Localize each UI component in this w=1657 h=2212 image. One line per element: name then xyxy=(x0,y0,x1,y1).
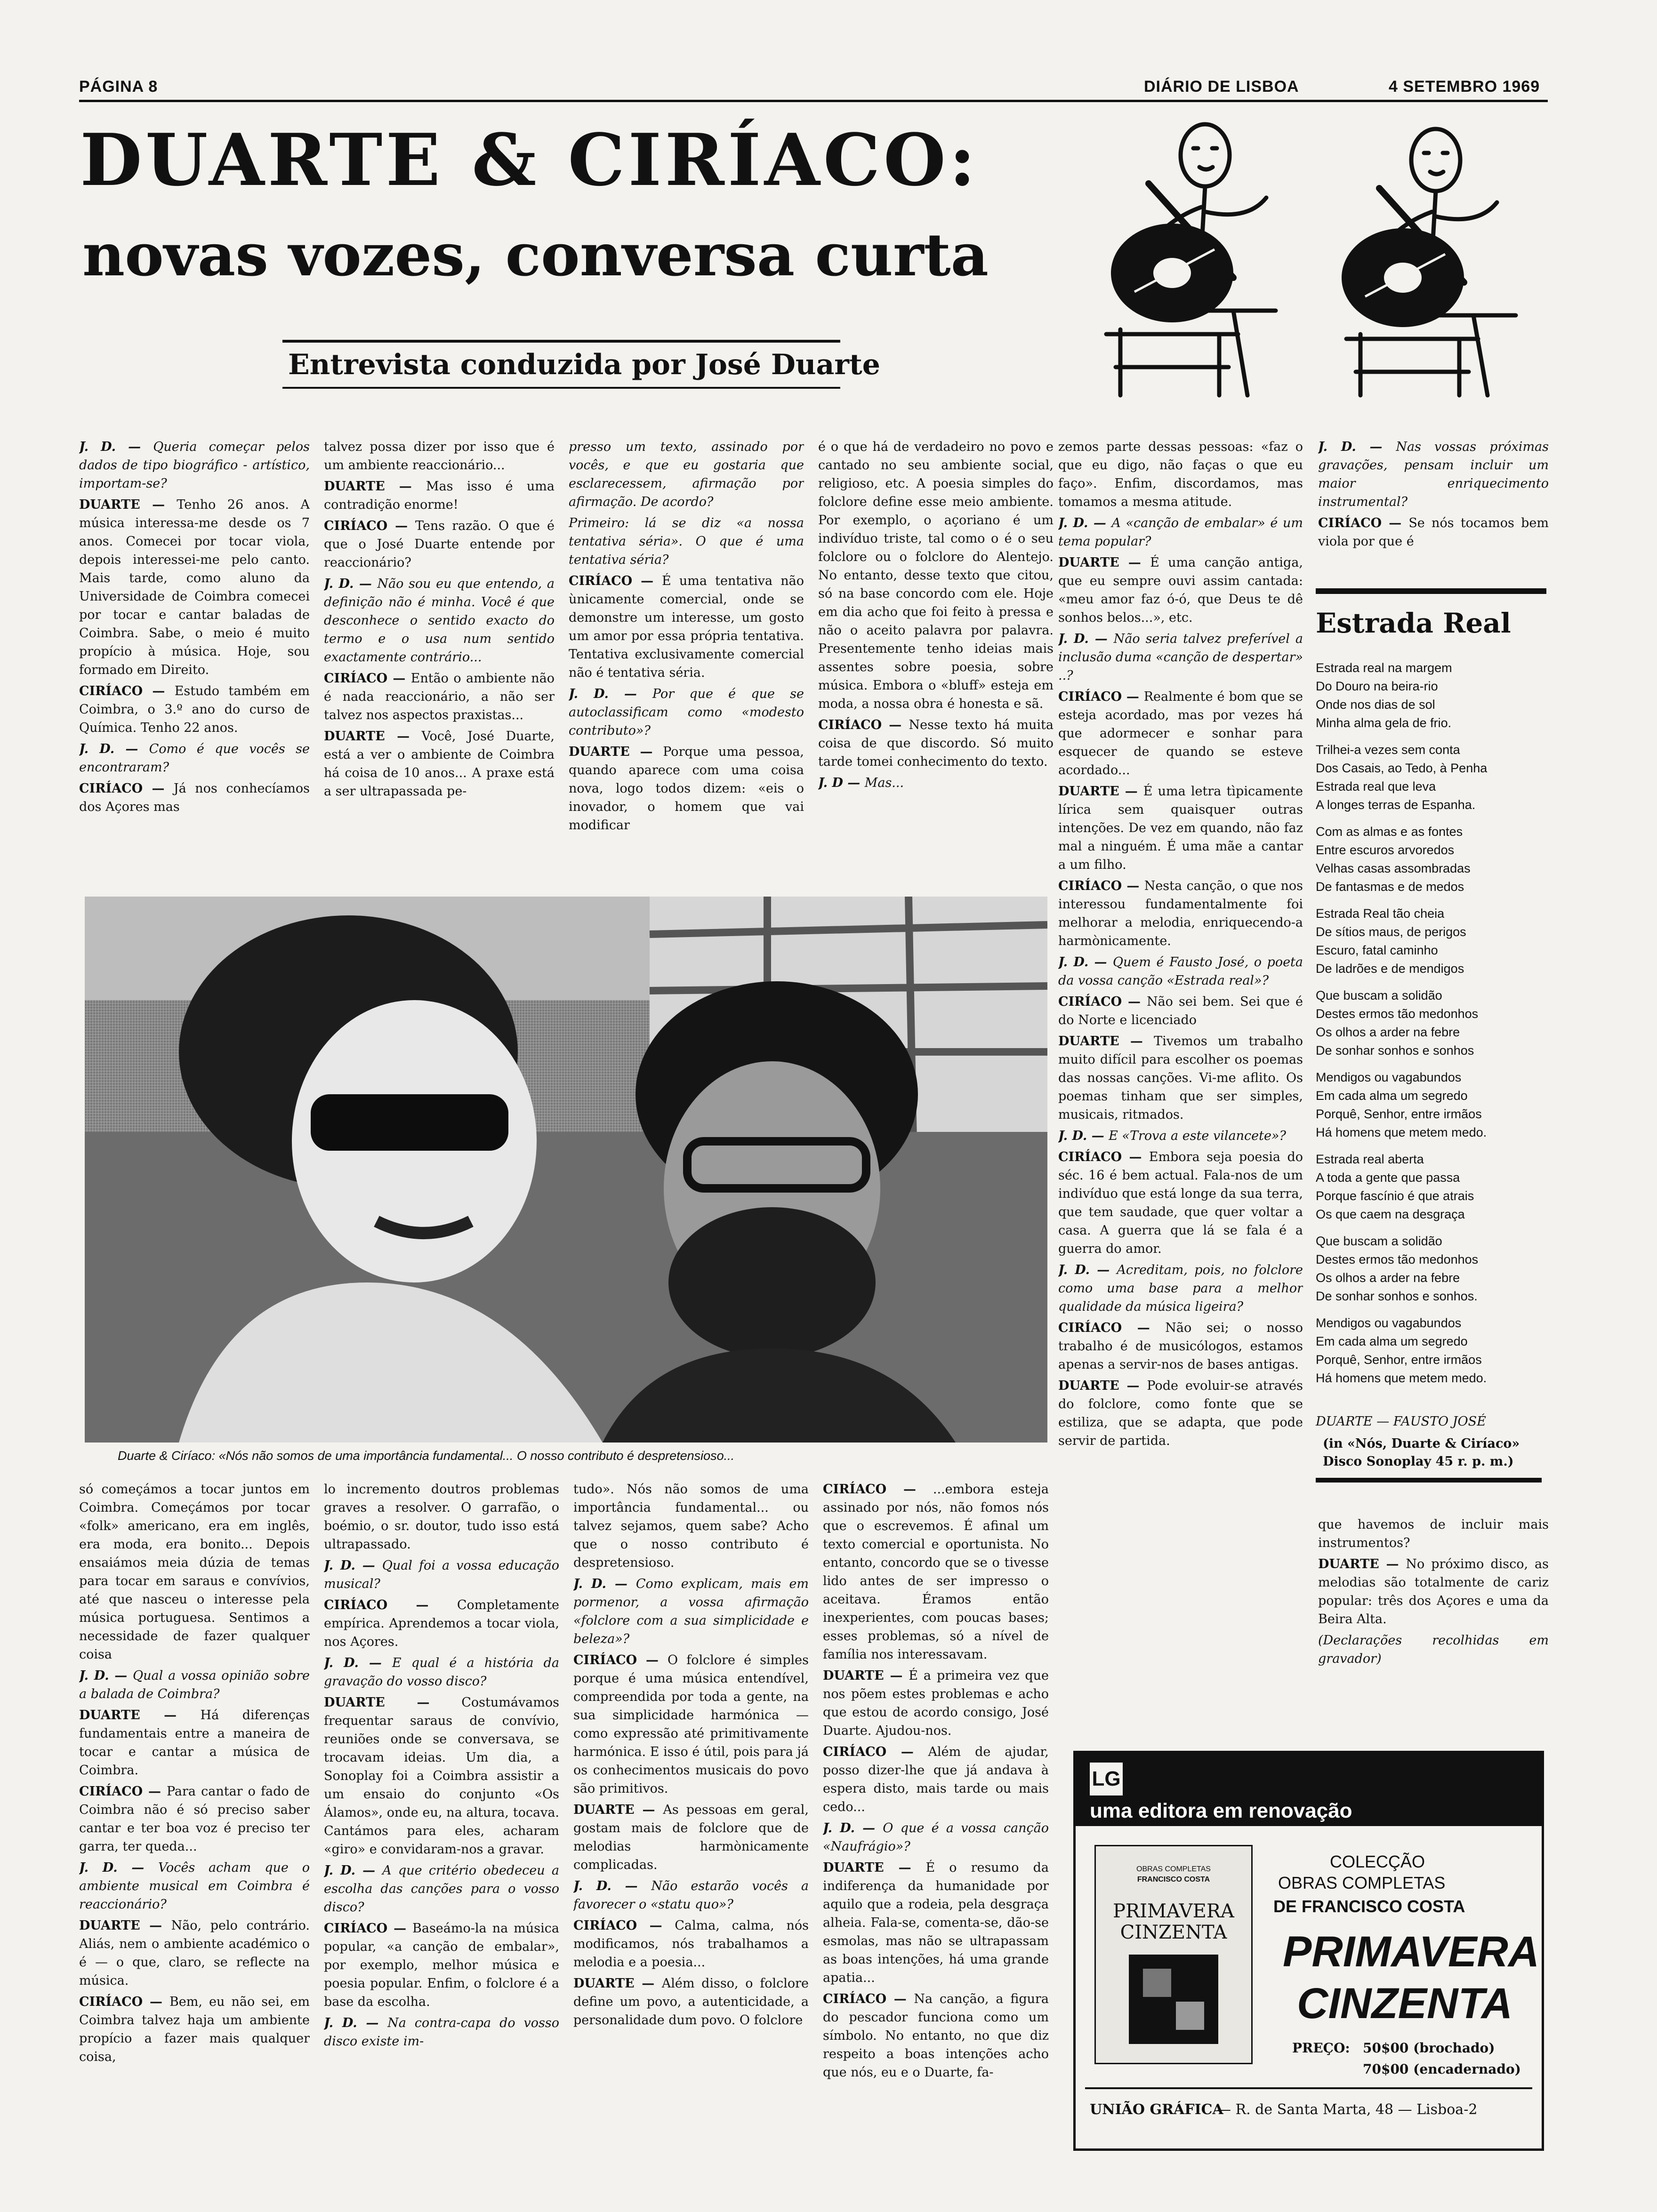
paragraph-text: Não sei bem. Sei que é do Norte e licenciado xyxy=(1058,994,1303,1027)
poem-line: Escuro, fatal caminho xyxy=(1316,943,1438,957)
poem-stanza xyxy=(1316,741,1551,814)
article-paragraph xyxy=(324,517,555,572)
article-paragraph xyxy=(79,1667,310,1703)
paragraph-text: Qual a vossa opinião sobre a balada de Coimbra? xyxy=(79,1668,310,1701)
article-paragraph xyxy=(573,1651,809,1798)
article-paragraph xyxy=(79,438,310,493)
paragraph-text: E «Trova a este vilancete»? xyxy=(1109,1129,1286,1143)
speaker-label: CIRÍACO — xyxy=(573,1918,675,1933)
article-paragraph xyxy=(79,1993,310,2066)
article-paragraph xyxy=(324,438,555,474)
poem-line: Em cada alma um segredo xyxy=(1316,1089,1468,1103)
ad-logo: LG xyxy=(1090,1763,1123,1795)
article-paragraph xyxy=(823,1480,1049,1664)
poem-line: Que buscam a solidão xyxy=(1316,1234,1442,1248)
headline-title: DUARTE & CIRÍACO: xyxy=(80,118,979,202)
paragraph-text: O que é a vossa canção «Naufrágio»? xyxy=(823,1821,1049,1854)
paragraph-text: Porque uma pessoa, quando aparece com uma coisa nova, logo todos dizem: «eis o inovador, o homem que vai modificar xyxy=(569,745,804,833)
article-paragraph xyxy=(573,1974,809,2029)
article-column-1 xyxy=(79,438,310,904)
poem-stanza xyxy=(1316,823,1551,896)
poem-stanza xyxy=(1316,1232,1551,1306)
article-paragraph xyxy=(324,727,555,801)
paragraph-text: (Declarações recolhidas em gravador) xyxy=(1318,1633,1549,1666)
poem-line: Estrada real na margem xyxy=(1316,661,1452,675)
speaker-label: J. D. — xyxy=(79,1860,158,1875)
paragraph-text: Pode evoluir-se através do folclore, como fonte que se estiliza, que se adapta, que pode servir de partida. xyxy=(1058,1378,1303,1448)
paragraph-text: A «canção de embalar» é um tema popular? xyxy=(1058,516,1303,549)
paragraph-text: Quem é Fausto José, o poeta da vossa canção «Estrada real»? xyxy=(1058,955,1303,988)
paragraph-text: Por que é que se autoclassificam como «modesto contributo»? xyxy=(569,687,804,738)
speaker-label: CIRÍACO — xyxy=(1058,1150,1149,1164)
article-paragraph xyxy=(79,779,310,816)
speaker-label: DUARTE — xyxy=(823,1668,909,1683)
poem-line: Que buscam a solidão xyxy=(1316,988,1442,1002)
article-paragraph xyxy=(1058,688,1303,779)
article-paragraph xyxy=(818,438,1054,713)
poem-stanza xyxy=(1316,1150,1551,1224)
poem-line: A longes terras de Espanha. xyxy=(1316,798,1476,812)
poem-credit: DUARTE — FAUSTO JOSÉ xyxy=(1316,1414,1486,1429)
poem-source-line-1: (in «Nós, Duarte & Ciríaco» xyxy=(1323,1436,1520,1451)
paragraph-text: É uma letra tìpicamente lírica sem quaisquer outras intenções. De vez em quando, não faz mal a ninguém. É uma mãe a cantar a um filho. xyxy=(1058,784,1303,872)
speaker-label: J. D. — xyxy=(1318,440,1396,454)
speaker-label: J. D. — xyxy=(1058,955,1113,970)
speaker-label: J. D. — xyxy=(823,1821,883,1835)
poem-line: Entre escuros arvoredos xyxy=(1316,843,1455,857)
poem-line: Trilhei-a vezes sem conta xyxy=(1316,743,1460,757)
book-cover-title-1: PRIMAVERA xyxy=(1113,1900,1234,1922)
issue-date: 4 SETEMBRO 1969 xyxy=(1389,78,1540,96)
speaker-label: J. D. — xyxy=(324,2016,388,2030)
paragraph-text: Para cantar o fado de Coimbra não é só preciso saber cantar e ter boa voz é preciso ter garra, ter queda... xyxy=(79,1784,310,1854)
poem-stanza xyxy=(1316,986,1551,1060)
speaker-label: CIRÍACO — xyxy=(1058,1321,1166,1335)
paragraph-text: Vocês acham que o ambiente musical em Coimbra é reaccionário? xyxy=(79,1860,310,1912)
speaker-label: J. D. — xyxy=(324,577,378,591)
article-paragraph xyxy=(1058,553,1303,627)
article-column-5 xyxy=(1058,438,1303,1675)
left-man-sunglasses xyxy=(311,1094,508,1151)
article-paragraph xyxy=(1058,782,1303,874)
speaker-label: CIRÍACO — xyxy=(823,1482,933,1497)
paragraph-text: Então o ambiente não é nada reaccionário, a não ser talvez nos aspectos praxistas... xyxy=(324,671,555,722)
paragraph-text: Já nos conhecíamos dos Açores mas xyxy=(79,781,310,814)
speaker-label: CIRÍACO — xyxy=(324,1921,412,1936)
paragraph-text: Primeiro: lá se diz «a nossa tentativa séria». O que é uma tentativa séria? xyxy=(569,516,804,567)
paragraph-text: O folclore é simples porque é uma música entendível, compreendida por toda a gente, na sua simplicidade harmónica — como expressão até primitivamente harmónica. E isso é útil, pois para já os conhecimentos musicais do povo são primitivos. xyxy=(573,1653,809,1796)
poem-line: Porquê, Senhor, entre irmãos xyxy=(1316,1353,1482,1367)
poem-line: Porquê, Senhor, entre irmãos xyxy=(1316,1107,1482,1121)
speaker-label: DUARTE — xyxy=(1058,1034,1154,1049)
article-paragraph xyxy=(569,438,804,511)
speaker-label: J. D. — xyxy=(1058,1263,1117,1277)
article-paragraph xyxy=(79,1782,310,1856)
ad-price-2: 70$00 (encadernado) xyxy=(1363,2061,1521,2077)
speaker-label: DUARTE — xyxy=(1058,555,1150,570)
article-paragraph xyxy=(79,1706,310,1779)
book-cover-top: OBRAS COMPLETAS xyxy=(1136,1865,1211,1873)
poem-line: Porque fascínio é que atrais xyxy=(1316,1189,1474,1203)
article-paragraph xyxy=(1318,1555,1549,1628)
article-paragraph xyxy=(1058,514,1303,551)
article-paragraph xyxy=(79,1859,310,1914)
paragraph-text: Além de ajudar, posso dizer-lhe que já andava à espera disto, mais tarde ou mais cedo... xyxy=(823,1745,1049,1814)
book-cover-title-2: CINZENTA xyxy=(1120,1922,1227,1943)
article-paragraph xyxy=(823,1743,1049,1816)
paragraph-text: Acreditam, pois, no folclore como uma base para a melhor qualidade da música ligeira? xyxy=(1058,1263,1303,1314)
paragraph-text: zemos parte dessas pessoas: «faz o que eu digo, não faças o que eu faço». Enfim, discordamos, mas tomamos a mesma atitude. xyxy=(1058,440,1303,509)
speaker-label: CIRÍACO — xyxy=(324,671,411,686)
poem-line: A toda a gente que passa xyxy=(1316,1170,1460,1185)
poem-line: De sítios maus, de perigos xyxy=(1316,925,1466,939)
paragraph-text: As pessoas em geral, gostam mais de folclore que de melodias harmònicamente complicadas. xyxy=(573,1803,809,1872)
paragraph-text: ...embora esteja assinado por nós, não fomos nós que o escrevemos. É afinal um texto comercial e oportunista. No entanto, concordo que se o tivesse lido antes de ser impresso o aceitava. Éramos então inexperientes, com poucas bases; esses problemas, só a nível de família nos interessavam. xyxy=(823,1482,1049,1662)
poem-stanza xyxy=(1316,905,1551,978)
poem-line: Estrada Real tão cheia xyxy=(1316,906,1445,921)
poem-line: Os olhos a arder na febre xyxy=(1316,1025,1460,1039)
speaker-label: J. D. — xyxy=(569,687,652,701)
paragraph-text: Mas isso é uma contradição enorme! xyxy=(324,479,555,512)
article-paragraph xyxy=(1318,438,1549,511)
speaker-label: DUARTE — xyxy=(324,729,422,744)
article-paragraph xyxy=(79,682,310,737)
paragraph-text: só começámos a tocar juntos em Coimbra. Começámos por tocar «folk» americano, era em inglês, era moda, era bonito... Depois ensaiámos meia dúzia de temas para tocar em saraus e convívios, até que nasceu o interesse pela música portuguesa. Sentimos a necessidade de fazer qualquer coisa xyxy=(79,1482,310,1662)
speaker-label: J. D. — xyxy=(573,1577,636,1591)
book-cover-art xyxy=(1129,1955,1218,2044)
paragraph-text: Não, pelo contrário. Aliás, nem o ambiente académico o é — o que, claro, se reflecte na música. xyxy=(79,1918,310,1988)
speaker-label: DUARTE — xyxy=(79,1918,171,1933)
poem-stanza xyxy=(1316,1314,1551,1387)
speaker-label: DUARTE — xyxy=(324,479,426,494)
speaker-label: DUARTE — xyxy=(1318,1557,1406,1571)
page-number: PÁGINA 8 xyxy=(79,78,158,96)
poem-line: De sonhar sonhos e sonhos. xyxy=(1316,1289,1478,1303)
speaker-label: J. D — xyxy=(818,776,865,790)
article-column-4 xyxy=(818,438,1054,904)
article-paragraph xyxy=(573,1801,809,1874)
paragraph-text: É uma canção antiga, que eu sempre ouvi assim cantada: «meu amor faz ó-ó, que Deus te dê sonhos belos...», etc. xyxy=(1058,555,1303,625)
article-column-6 xyxy=(1318,438,1549,579)
ad-title-1: PRIMAVERA xyxy=(1283,1928,1540,1976)
poem-line: Há homens que metem medo. xyxy=(1316,1125,1487,1139)
right-man-beard xyxy=(668,1207,876,1358)
paragraph-text: é o que há de verdadeiro no povo e cantado no seu ambiente social, religioso, etc. A poesia simples do folclore define esse meio ambiente. Por exemplo, o açoriano é um indivíduo triste, tal como o é o seu folclore ou o folclore do Alentejo. No entanto, desse texto que citou, só na base concordo com ele. Hoje em dia acho que foi feito à pressa e não o aceito palavra por palavra. Presentemente tenho ideias mais assentes sobre poesia, sobre música. Embora o «bluff» esteja em moda, a nossa obra é honesta e sã. xyxy=(818,440,1054,711)
paragraph-text: Como explicam, mais em pormenor, a vossa afirmação «folclore com a sua simplicidade e beleza»? xyxy=(573,1577,809,1646)
ad-footer-rule xyxy=(1085,2087,1532,2089)
poem-line: Mendigos ou vagabundos xyxy=(1316,1070,1462,1084)
article-paragraph xyxy=(324,1596,559,1651)
paragraph-text: Calma, calma, nós modificamos, nós trabalhamos a melodia e a poesia... xyxy=(573,1918,809,1970)
article-paragraph xyxy=(1058,877,1303,950)
speaker-label: CIRÍACO — xyxy=(324,1598,457,1612)
ad-collection-3: DE FRANCISCO COSTA xyxy=(1273,1897,1465,1916)
article-paragraph xyxy=(1318,1631,1549,1668)
poem-line: De fantasmas e de medos xyxy=(1316,880,1464,894)
speaker-label: DUARTE — xyxy=(573,1803,663,1817)
poem-source-line-2: Disco Sonoplay 45 r. p. m.) xyxy=(1323,1454,1514,1469)
byline: Entrevista conduzida por José Duarte xyxy=(288,348,880,381)
article-paragraph xyxy=(1058,1261,1303,1316)
paragraph-text: Nesta canção, o que nos interessou fundamentalmente foi melhorar a melodia, enriquecendo-a harmònicamente. xyxy=(1058,879,1303,948)
speaker-label: DUARTE — xyxy=(823,1860,926,1875)
article-paragraph xyxy=(823,1819,1049,1856)
article-paragraph xyxy=(1058,1377,1303,1450)
article-paragraph xyxy=(823,1667,1049,1740)
book-cover-author: FRANCISCO COSTA xyxy=(1137,1875,1210,1883)
speaker-label: J. D. — xyxy=(324,1656,392,1670)
speaker-label: CIRÍACO — xyxy=(823,1992,914,2006)
speaker-label: DUARTE — xyxy=(569,745,663,759)
article-column-6-cont xyxy=(1318,1515,1549,1713)
paragraph-text: Não sei; o nosso trabalho é de musicólogos, estamos apenas a servir-nos de bases antigas. xyxy=(1058,1321,1303,1372)
article-paragraph xyxy=(1058,993,1303,1029)
poem-line: De ladrões e de mendigos xyxy=(1316,962,1464,976)
article-paragraph xyxy=(823,1990,1049,2082)
poem-line: Velhas casas assombradas xyxy=(1316,861,1471,875)
speaker-label: J. D. — xyxy=(79,742,149,756)
photo-duarte-ciriaco xyxy=(85,897,1047,1443)
paragraph-text: Tivemos um trabalho muito difícil para escolher os poemas das nossas canções. Vi-me aflito. Os poemas tinham que ser simples, musicais, ritmados. xyxy=(1058,1034,1303,1122)
photo-caption: Duarte & Ciríaco: «Nós não somos de uma importância fundamental... O nosso contributo é despretensioso... xyxy=(118,1449,735,1463)
article-paragraph xyxy=(324,669,555,724)
paragraph-text: Costumávamos frequentar saraus de convívio, reuniões onde se conversava, se trocavam ideias. Um dia, a Sonoplay foi a Coimbra assistir a um ensaio do conjunto «Os Álamos», onde eu, na altura, tocava. Cantámos para eles, acharam «giro» e convidaram-nos a gravar. xyxy=(324,1695,559,1857)
speaker-label: DUARTE — xyxy=(1058,1378,1147,1393)
paragraph-text: Se nós tocamos bem viola por que é xyxy=(1318,516,1549,549)
speaker-label: J. D. — xyxy=(1058,516,1112,530)
paragraph-text: Estudo também em Coimbra, o 3.º ano do curso de Química. Tenho 22 anos. xyxy=(79,684,310,735)
paragraph-text: Realmente é bom que se esteja acordado, mas por vezes há que adormecer e sonhar para esquecer de quando se esteve acordado... xyxy=(1058,689,1303,777)
paragraph-text: A que critério obedeceu a escolha das canções para o vosso disco? xyxy=(324,1863,559,1915)
poem-line: Dos Casais, ao Tedo, à Penha xyxy=(1316,761,1488,775)
paragraph-text: lo incremento doutros problemas graves a resolver. O garrafão, o boémio, o sr. doutor, tudo isso está ultrapassado. xyxy=(324,1482,559,1552)
headline-subtitle: novas vozes, conversa curta xyxy=(82,221,989,289)
paragraph-text: Não seria talvez preferível a inclusão duma «canção de despertar» ..? xyxy=(1058,632,1303,683)
article-paragraph xyxy=(324,1861,559,1916)
paragraph-text: Na contra-capa do vosso disco existe im- xyxy=(324,2016,559,2049)
speaker-label: DUARTE — xyxy=(79,497,177,512)
paragraph-text: Completamente empírica. Aprendemos a tocar viola, nos Açores. xyxy=(324,1598,559,1649)
paragraph-text: Como é que vocês se encontraram? xyxy=(79,742,310,775)
article-paragraph xyxy=(79,1480,310,1664)
paragraph-text: E qual é a história da gravação do vosso disco? xyxy=(324,1656,559,1689)
paragraph-text: Tenho 26 anos. A música interessa-me desde os 7 anos. Comecei por tocar viola, depois interessei-me pelo canto. Mais tarde, como aluno da Universidade de Coimbra comecei por tocar e cantar baladas de Coimbra. Sabe, o meio é muito propício à música. Hoje, sou formado em Direito. xyxy=(79,497,310,677)
speaker-label: CIRÍACO — xyxy=(818,718,909,732)
speaker-label: J. D. — xyxy=(79,440,153,454)
poem-stanza xyxy=(1316,659,1551,732)
poem-line: Destes ermos tão medonhos xyxy=(1316,1252,1479,1266)
poem-line: Há homens que metem medo. xyxy=(1316,1371,1487,1385)
poem-line: Estrada real que leva xyxy=(1316,779,1436,793)
speaker-label: CIRÍACO — xyxy=(573,1653,668,1667)
guitarists-illustration xyxy=(1078,113,1558,405)
byline-rule-bottom xyxy=(282,387,840,389)
ad-footer-name: UNIÃO GRÁFICA xyxy=(1090,2101,1223,2118)
speaker-label: CIRÍACO — xyxy=(823,1745,928,1759)
byline-rule-top xyxy=(282,340,840,343)
paragraph-text: No próximo disco, as melodias são totalmente de cariz popular: três dos Açores e uma da Beira Alta. xyxy=(1318,1557,1549,1627)
paragraph-text: Bem, eu não sei, em Coimbra talvez haja um ambiente propício a fazer mais qualquer coisa, xyxy=(79,1995,310,2064)
paragraph-text: Nesse texto há muita coisa de que discordo. Só muito tarde tomei conhecimento do texto. xyxy=(818,718,1054,769)
article-paragraph xyxy=(324,1556,559,1593)
paragraph-text: Não estarão vocês a favorecer o «statu quo»? xyxy=(573,1879,809,1912)
article-paragraph xyxy=(573,1877,809,1914)
article-paragraph xyxy=(1058,953,1303,990)
article-paragraph xyxy=(1058,630,1303,685)
speaker-label: DUARTE — xyxy=(573,1976,662,1991)
article-paragraph xyxy=(573,1575,809,1648)
article-paragraph xyxy=(1058,438,1303,511)
speaker-label: J. D. — xyxy=(324,1558,382,1573)
poem-line: Os que caem na desgraça xyxy=(1316,1207,1465,1221)
article-paragraph xyxy=(573,1480,809,1572)
article-paragraph xyxy=(823,1859,1049,1987)
paragraph-text: É uma tentativa não ùnicamente comercial, onde se demonstre um interesse, um gosto um amor por essa própria tentativa. Tentativa exclusivamente comercial não é tentativa séria. xyxy=(569,574,804,680)
speaker-label: CIRÍACO — xyxy=(79,684,175,698)
paragraph-text: presso um texto, assinado por vocês, e que eu gostaria que esclarecessem, afirmação por afirmação. De acordo? xyxy=(569,440,804,509)
poem-rule-top xyxy=(1316,588,1546,594)
speaker-label: CIRÍACO — xyxy=(79,781,174,796)
article-paragraph xyxy=(1318,514,1549,551)
article-paragraph xyxy=(324,477,555,514)
poem-stanzas xyxy=(1316,659,1551,1412)
article-column-3 xyxy=(569,438,804,904)
speaker-label: J. D. — xyxy=(1058,632,1114,646)
paragraph-text: que havemos de incluir mais instrumentos? xyxy=(1318,1517,1549,1550)
speaker-label: DUARTE — xyxy=(324,1695,462,1710)
article-paragraph xyxy=(324,2014,559,2051)
article-paragraph xyxy=(324,1693,559,1859)
article-column-2 xyxy=(324,438,555,904)
ad-banner-text: uma editora em renovação xyxy=(1090,1799,1352,1822)
poem-rule-bottom xyxy=(1316,1478,1542,1483)
speaker-label: CIRÍACO — xyxy=(1318,516,1409,530)
paragraph-text: Há diferenças fundamentais entre a maneira de tocar e cantar a música de Coimbra. xyxy=(79,1708,310,1778)
paragraph-text: Mas... xyxy=(864,776,904,790)
article-paragraph xyxy=(569,514,804,569)
poem-title: Estrada Real xyxy=(1316,607,1511,639)
article-paragraph xyxy=(818,716,1054,771)
paragraph-text: Na canção, a figura do pescador funciona como um símbolo. No entanto, no que diz respeito a boas intenções acho que nós, eu e o Duarte, fa- xyxy=(823,1992,1049,2080)
paragraph-text: É o resumo da indiferença da humanidade por aquilo que a rodeia, pela desgraça alheia. Fala-se, comenta-se, dão-se esmolas, mas não se ultrapassam as boas intenções, há uma grande apatia... xyxy=(823,1860,1049,1985)
poem-line: Minha alma gela de frio. xyxy=(1316,716,1452,730)
paragraph-text: Além disso, o folclore define um povo, a autenticidade, a personalidade dum povo. O folclore xyxy=(573,1976,809,2028)
article-paragraph xyxy=(79,740,310,777)
speaker-label: CIRÍACO — xyxy=(1058,689,1144,704)
poem-line: Destes ermos tão medonhos xyxy=(1316,1007,1479,1021)
paragraph-text: tudo». Nós não somos de uma importância fundamental... ou talvez sejamos, quem sabe? Acho que o nosso contributo é despretensioso. xyxy=(573,1482,809,1570)
ad-price-1: 50$00 (brochado) xyxy=(1363,2040,1495,2056)
poem-stanza xyxy=(1316,1068,1551,1142)
speaker-label: J. D. — xyxy=(1058,1129,1109,1143)
speaker-label: CIRÍACO — xyxy=(1058,879,1144,893)
paragraph-text: Você, José Duarte, está a ver o ambiente de Coimbra há coisa de 10 anos... A praxe está a ser ultrapassada pe- xyxy=(324,729,555,799)
article-paragraph xyxy=(79,496,310,679)
speaker-label: CIRÍACO — xyxy=(569,574,662,588)
speaker-label: J. D. — xyxy=(573,1879,652,1893)
article-paragraph xyxy=(1318,1515,1549,1552)
paragraph-text: Nas vossas próximas gravações, pensam incluir um maior enriquecimento instrumental? xyxy=(1318,440,1549,509)
ad-collection-1: COLECÇÃO xyxy=(1330,1852,1425,1871)
speaker-label: CIRÍACO — xyxy=(324,519,415,533)
article-paragraph xyxy=(324,575,555,666)
article-paragraph xyxy=(1058,1127,1303,1145)
speaker-label: J. D. — xyxy=(324,1863,383,1878)
poem-line: Do Douro na beira-rio xyxy=(1316,679,1438,693)
speaker-label: DUARTE — xyxy=(1058,784,1143,799)
article-paragraph xyxy=(324,1919,559,2011)
paragraph-text: Embora seja poesia do séc. 16 é bem actual. Fala-nos de um indivíduo que está longe da sua terra, que tem saudade, que quer voltar a casa. A guerra que lá se fala é a guerra do amor. xyxy=(1058,1150,1303,1256)
paragraph-text: Queria começar pelos dados de tipo biográfico - artístico, importam-se? xyxy=(79,440,310,491)
ad-collection-2: OBRAS COMPLETAS xyxy=(1278,1873,1446,1892)
article-paragraph xyxy=(818,774,1054,792)
advertisement[interactable] xyxy=(1073,1751,1544,2151)
header-rule xyxy=(79,100,1548,102)
article-paragraph xyxy=(569,743,804,834)
article-paragraph xyxy=(1058,1319,1303,1374)
poem-line: Mendigos ou vagabundos xyxy=(1316,1316,1462,1330)
poem-line: Com as almas e as fontes xyxy=(1316,825,1463,839)
article-paragraph xyxy=(569,572,804,682)
poem-line: Em cada alma um segredo xyxy=(1316,1334,1468,1348)
ad-title-2: CINZENTA xyxy=(1297,1980,1513,2028)
paragraph-text: Qual foi a vossa educação musical? xyxy=(324,1558,559,1591)
paragraph-text: talvez possa dizer por isso que é um ambiente reaccionário... xyxy=(324,440,555,473)
paragraph-text: É a primeira vez que nos põem estes problemas e acho que estou de acordo consigo, José Duarte. Ajudou-nos. xyxy=(823,1668,1049,1738)
speaker-label: CIRÍACO — xyxy=(1058,994,1147,1009)
article-paragraph xyxy=(324,1654,559,1691)
article-paragraph xyxy=(1058,1148,1303,1258)
lower-column-1 xyxy=(79,1480,310,2148)
poem-line: Os olhos a arder na febre xyxy=(1316,1271,1460,1285)
speaker-label: CIRÍACO — xyxy=(79,1995,169,2009)
ad-price-label: PREÇO: xyxy=(1292,2040,1350,2056)
article-paragraph xyxy=(573,1916,809,1972)
paragraph-text: Tens razão. O que é que o José Duarte entende por reaccionário? xyxy=(324,519,555,570)
speaker-label: DUARTE — xyxy=(79,1708,201,1723)
newspaper-name: DIÁRIO DE LISBOA xyxy=(1144,78,1299,96)
paragraph-text: Não sou eu que entendo, a definição não é minha. Você é que desconhece o sentido exacto do termo e o usa num sentido exactamente contrário... xyxy=(324,577,555,665)
article-paragraph xyxy=(1058,1032,1303,1124)
article-paragraph xyxy=(324,1480,559,1554)
poem-line: Estrada real aberta xyxy=(1316,1152,1424,1166)
lower-column-2 xyxy=(324,1480,559,2148)
poem-line: Onde nos dias de sol xyxy=(1316,697,1435,712)
speaker-label: J. D. — xyxy=(79,1668,133,1683)
article-paragraph xyxy=(569,685,804,740)
book-cover xyxy=(1094,1845,1253,2064)
speaker-label: CIRÍACO — xyxy=(79,1784,167,1799)
ad-footer-address: — R. de Santa Marta, 48 — Lisboa-2 xyxy=(1217,2101,1478,2118)
poem-line: De sonhar sonhos e sonhos xyxy=(1316,1043,1474,1058)
lower-column-3 xyxy=(573,1480,809,2148)
paragraph-text: Baseámo-la na música popular, «a canção de embalar», por exemplo, melhor música e poesia popular. Enfim, o folclore é a base da escolha. xyxy=(324,1921,559,2009)
lower-column-4 xyxy=(823,1480,1049,2148)
article-paragraph xyxy=(79,1916,310,1990)
